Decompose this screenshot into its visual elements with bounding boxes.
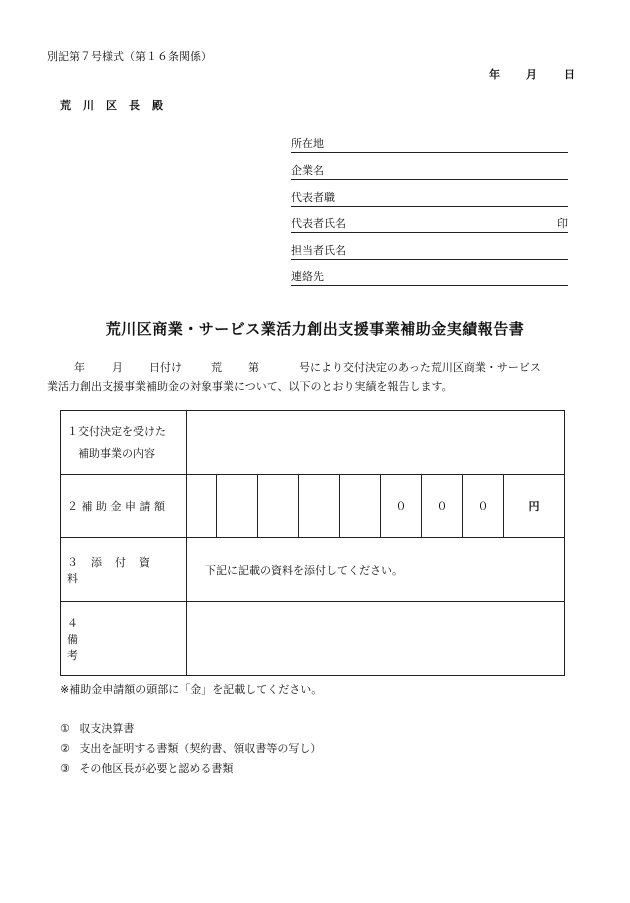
document-title: 荒川区商業・サービス業活力創出支援事業補助金実績報告書 [105,320,525,338]
attachment-item [60,720,134,736]
representative-title-label: 代表者職 [291,191,335,204]
date-year-label: 年 [489,68,500,81]
address-field[interactable] [291,136,568,153]
attachment-marker: ① [60,722,70,735]
addressee: 荒川区長殿 [60,99,175,112]
attachment-text: 収支決算書 [79,722,135,735]
amount-digit-cell[interactable] [258,475,299,538]
intro-month: 月 [112,361,123,374]
intro-rest: 号により交付決定のあった荒川区商業・サービス [299,361,541,374]
subsidy-amount-label: ２補助金申請額 [61,475,187,538]
attachment-item [60,740,321,756]
amount-digit-cell[interactable] [187,475,217,538]
contact-person-label: 担当者氏名 [291,244,346,257]
date-month-label: 月 [526,68,537,81]
project-content-value[interactable] [187,411,565,475]
company-name-field[interactable] [291,163,568,180]
report-table [60,410,565,676]
remarks-label: ４備考 [61,602,187,676]
company-name-label: 企業名 [291,164,324,177]
intro-ara: 荒 [211,361,222,374]
amount-digit-cell[interactable]: ０ [381,475,422,538]
attachment-marker: ② [60,742,70,755]
representative-title-field[interactable] [291,190,568,207]
table-row [61,602,565,676]
form-number: 別記第７号様式（第１６条関係） [47,50,212,63]
representative-name-label: 代表者氏名 [291,217,346,230]
intro-year: 年 [74,361,85,374]
amount-note: ※補助金申請額の頭部に「金」を記載してください。 [60,683,323,696]
contact-person-field[interactable] [291,243,568,260]
intro-line-2: 業活力創出支援事業補助金の対象事業について、以下のとおり実績を報告します。 [47,380,453,393]
attachment-text: その他区長が必要と認める書類 [79,762,234,775]
table-row [61,411,565,475]
address-label: 所在地 [291,137,324,150]
intro-dai: 第 [248,361,259,374]
amount-digit-cell[interactable]: ０ [463,475,504,538]
representative-name-field[interactable] [291,216,568,233]
yen-unit: 円 [504,475,565,538]
contact-info-label: 連絡先 [291,270,324,283]
attachment-text: 支出を証明する書類（契約書、領収書等の写し） [79,742,322,755]
seal-mark: 印 [557,217,568,230]
remarks-value[interactable] [187,602,565,676]
project-content-label [61,411,187,475]
attachments-label: ３添付資料 [61,538,187,602]
intro-dated: 日付け [149,361,182,374]
date-day-label: 日 [564,68,575,81]
amount-digit-cell[interactable] [217,475,258,538]
attachments-value: 下記に記載の資料を添付してください。 [187,538,565,602]
table-row [61,538,565,602]
table-row [61,475,565,538]
contact-info-field[interactable] [291,269,568,286]
amount-digit-cell[interactable]: ０ [422,475,463,538]
amount-digit-cell[interactable] [299,475,340,538]
amount-digit-cell[interactable] [340,475,381,538]
project-content-label-line1: １交付決定を受けた [67,424,166,438]
project-content-label-line2: 補助事業の内容 [78,446,155,460]
attachment-marker: ③ [60,762,70,775]
attachment-item [60,760,233,776]
